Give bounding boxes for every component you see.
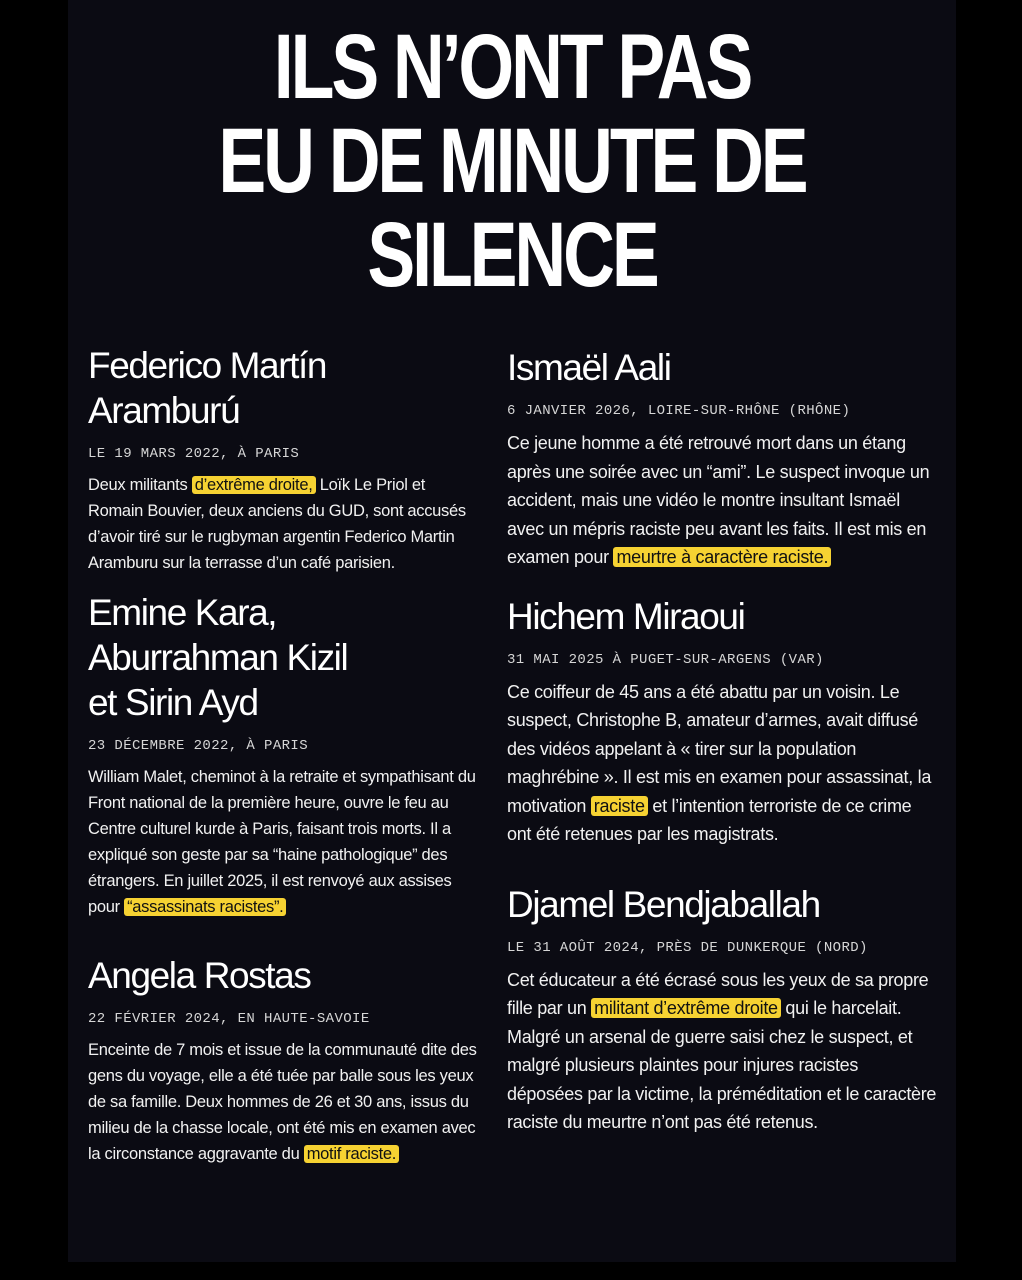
victim-name-line: Federico Martín <box>88 345 327 386</box>
date-location: 6 JANVIER 2026, LOIRE-SUR-RHÔNE (RHÔNE) <box>507 403 851 419</box>
body-text: Loïk Le Priol et Romain Bouvier, deux anciens du GUD, sont accusés d’avoir tiré sur le rugbyman argentin Federico Martin Aramburu sur la terrasse d’un café parisien. <box>88 476 466 572</box>
victim-name-line: Aramburú <box>88 390 240 431</box>
victim-name <box>88 343 483 433</box>
victim-name <box>507 345 937 390</box>
entry-aali <box>507 345 937 572</box>
date-location: 31 MAI 2025 À PUGET-SUR-ARGENS (VAR) <box>507 651 824 668</box>
victim-name <box>507 882 937 927</box>
body-text: Cet éducateur a été écrasé sous les yeux de sa propre fille par un <box>507 969 929 1018</box>
victim-name-line: Aburrahman Kizil <box>88 637 348 678</box>
victim-name-line: Angela Rostas <box>88 955 311 996</box>
victim-name <box>507 594 937 639</box>
body-text: Deux militants <box>88 476 192 494</box>
body-text: et l’intention terroriste de ce crime ont été retenues par les magistrats. <box>507 795 912 844</box>
headline <box>68 16 956 306</box>
victim-name-line: Hichem Miraoui <box>507 595 745 637</box>
victim-name-line: Djamel Bendjaballah <box>507 883 820 925</box>
date-location: LE 19 MARS 2022, À PARIS <box>88 446 300 462</box>
highlight-text: motif raciste. <box>304 1145 399 1163</box>
right-column <box>507 345 937 1137</box>
headline-line-3: SILENCE <box>367 204 657 306</box>
entry-body <box>507 429 937 572</box>
entry-body <box>88 472 483 576</box>
left-column <box>88 343 483 1167</box>
body-text: William Malet, cheminot à la retraite et sympathisant du Front national de la première heure, ouvre le feu au Centre culturel kurde à Paris, faisant trois morts. Il a expliqué son geste par sa “haine pathologique” des étrangers. En juillet 2025, il est renvoyé aux assises pour <box>88 768 476 916</box>
entry-kara-kizil-ayd <box>88 590 483 920</box>
entry-aramburu <box>88 343 483 576</box>
entry-miraoui <box>507 594 937 849</box>
victim-name <box>88 590 483 725</box>
entry-body <box>88 1037 483 1167</box>
victim-name-line: et Sirin Ayd <box>88 682 258 723</box>
entry-body <box>88 764 483 920</box>
highlight-text: raciste <box>591 796 648 816</box>
body-text: Ce jeune homme a été retrouvé mort dans un étang après une soirée avec un “ami”. Le suspect invoque un accident, mais une vidéo le montre insultant Ismaël avec un mépris raciste peu avant les faits. Il est mis en examen pour <box>507 433 930 567</box>
highlight-text: d’extrême droite, <box>192 476 316 494</box>
body-text: Enceinte de 7 mois et issue de la communauté dite des gens du voyage, elle a été tuée par balle sous les yeux de sa famille. Deux hommes de 26 et 30 ans, issus du milieu de la chasse locale, ont été mis en examen avec la circonstance aggravante du <box>88 1041 477 1163</box>
date-location: 22 FÉVRIER 2024, EN HAUTE-SAVOIE <box>88 1011 370 1027</box>
victim-name-line: Ismaël Aali <box>507 347 671 388</box>
victim-name-line: Emine Kara, <box>88 592 277 633</box>
victim-name <box>88 953 483 998</box>
entry-rostas <box>88 953 483 1167</box>
body-text: Ce coiffeur de 45 ans a été abattu par un voisin. Le suspect, Christophe B, amateur d’armes, avait diffusé des vidéos appelant à « tirer sur la population maghrébine ». Il est mis en examen pour assassinat, la motivation <box>507 681 932 816</box>
highlight-text: meurtre à caractère raciste. <box>613 547 831 567</box>
body-text: qui le harcelait. Malgré un arsenal de guerre saisi chez le suspect, et malgré plusieurs plaintes pour injures racistes déposées par la victime, la préméditation et le caractère raciste du meurtre n’ont pas été retenus. <box>507 998 937 1132</box>
entry-body <box>507 966 937 1137</box>
highlight-text: “assassinats racistes”. <box>124 898 286 916</box>
entry-bendjaballah <box>507 882 937 1137</box>
headline-line-1: ILS N’ONT PAS <box>273 16 751 118</box>
date-location: LE 31 AOÛT 2024, PRÈS DE DUNKERQUE (NORD) <box>507 939 868 956</box>
date-location: 23 DÉCEMBRE 2022, À PARIS <box>88 738 309 754</box>
headline-line-2: EU DE MINUTE DE <box>218 110 806 212</box>
entry-body <box>507 678 937 849</box>
highlight-text: militant d’extrême droite <box>591 998 781 1018</box>
